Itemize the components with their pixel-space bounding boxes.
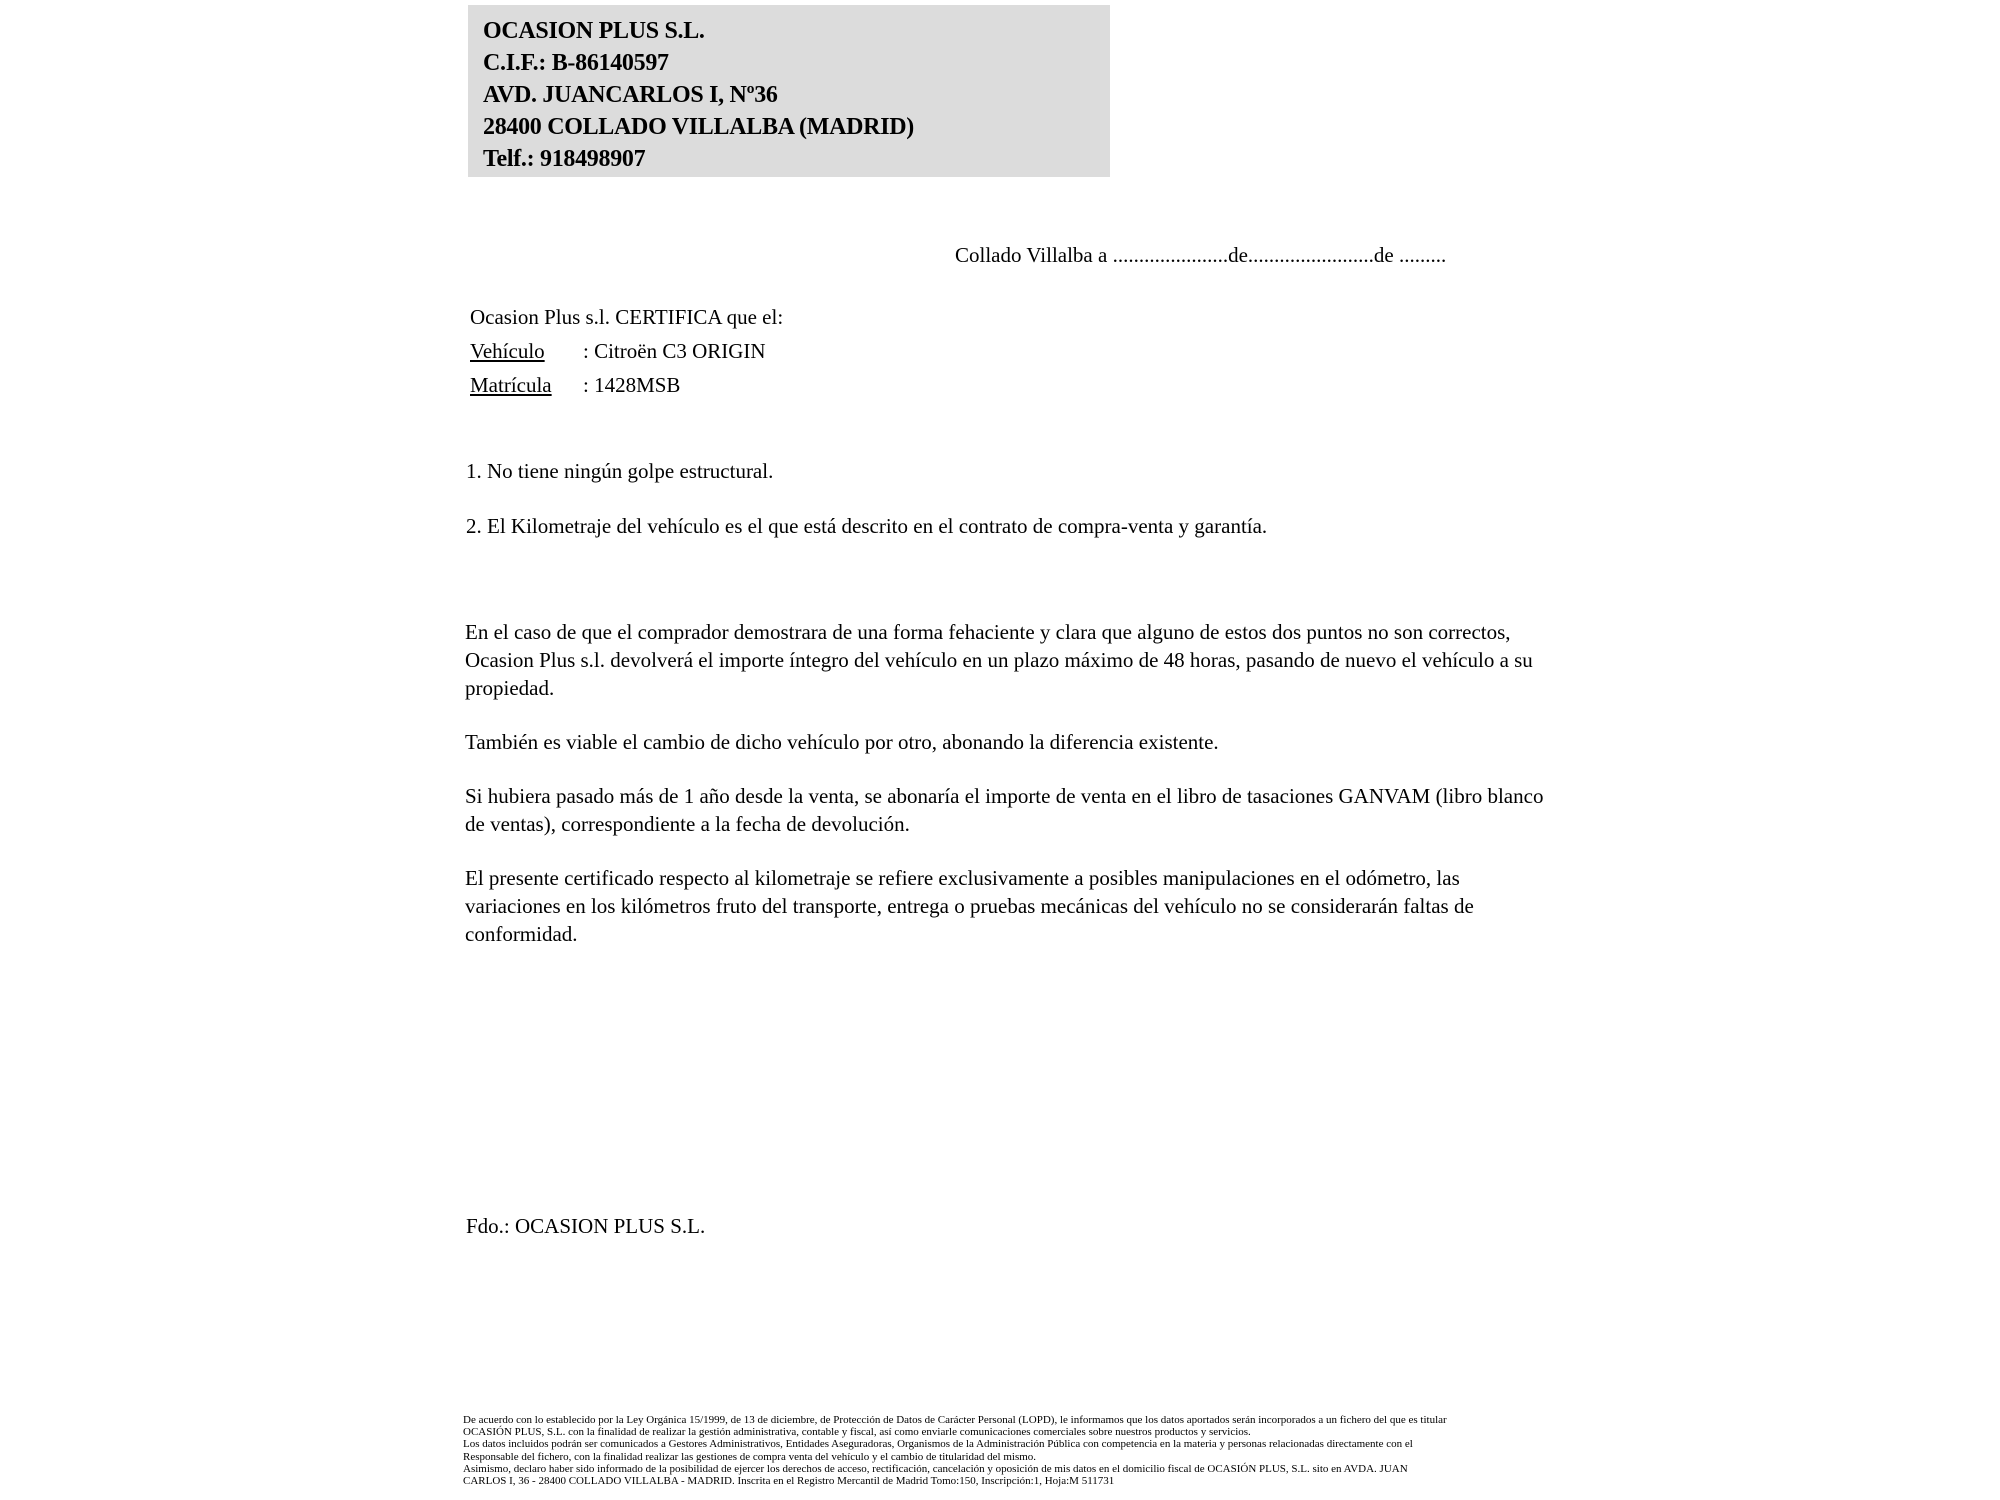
terms-paragraphs [465,618,1545,974]
company-phone: Telf.: 918498907 [483,146,646,172]
vehicle-label: Vehículo [470,339,545,363]
legal-footer-line: Responsable del fichero, con la finalidad realizar las gestiones de compra venta del vehículo y el cambio de titularidad del mismo. [463,1450,1037,1463]
paragraph-exchange: También es viable el cambio de dicho vehículo por otro, abonando la diferencia existente. [465,730,1219,754]
company-name: OCASION PLUS S.L. [483,18,705,44]
certification-block [470,300,783,402]
point-1: 1. No tiene ningún golpe estructural. [466,459,774,483]
signature-line: Fdo.: OCASION PLUS S.L. [466,1214,706,1238]
date-place-line: Collado Villalba a ......................de........................de ......... [955,243,1447,267]
certified-points-list [466,457,1556,567]
legal-footer-line: De acuerdo con lo establecido por la Ley Orgánica 15/1999, de 13 de diciembre, de Protección de Datos de Carácter Personal (LOPD), le informamos que los datos aportados serán incorporados a un fichero del que es titular [463,1414,1447,1426]
plate-label: Matrícula [470,373,552,397]
legal-footer-line: Asimismo, declaro haber sido informado de la posibilidad de ejercer los derechos de acceso, rectificación, cancelación y oposición de mis datos en el domicilio fiscal de OCASIÓN PLUS, S.L. sito en AVDA. JUAN [463,1462,1408,1475]
plate-label-wrap [470,368,583,402]
plate-row [470,368,783,402]
vehicle-value: : Citroën C3 ORIGIN [583,339,766,363]
company-city: 28400 COLLADO VILLALBA (MADRID) [483,114,914,140]
plate-value: : 1428MSB [583,373,681,397]
legal-footer-line: CARLOS I, 36 - 28400 COLLADO VILLALBA - MADRID. Inscrita en el Registro Mercantil de Madrid Tomo:150, Inscripción:1, Hoja:M 511731 [463,1475,1115,1488]
paragraph-odometer: El presente certificado respecto al kilometraje se refiere exclusivamente a posibles manipulaciones en el odómetro, las variaciones en los kilómetros fruto del transporte, entrega o pruebas mecánicas del vehículo no se considerarán faltas de conformidad. [465,866,1474,946]
certifies-intro: Ocasion Plus s.l. CERTIFICA que el: [470,305,784,329]
company-address: AVD. JUANCARLOS I, Nº36 [483,82,778,108]
paragraph-ganvam: Si hubiera pasado más de 1 año desde la venta, se abonaría el importe de venta en el libro de tasaciones GANVAM (libro blanco de ventas), correspondiente a la fecha de devolución. [465,784,1544,836]
company-cif: C.I.F.: B-86140597 [483,50,669,76]
vehicle-row [470,334,783,368]
vehicle-label-wrap [470,334,583,368]
legal-footer [463,1414,1563,1487]
point-2: 2. El Kilometraje del vehículo es el que está descrito en el contrato de compra-venta y garantía. [466,514,1268,538]
legal-footer-line: OCASIÓN PLUS, S.L. con la finalidad de realizar la gestión administrativa, contable y fiscal, así como enviarle comunicaciones comerciales sobre nuestros productos y servicios. [463,1426,1251,1439]
paragraph-refund: En el caso de que el comprador demostrara de una forma fehaciente y clara que alguno de estos dos puntos no son correctos, Ocasion Plus s.l. devolverá el importe íntegro del vehículo en un plazo máximo de 48 horas, pasando de nuevo el vehículo a su propiedad. [465,620,1533,700]
legal-footer-line: Los datos incluidos podrán ser comunicados a Gestores Administrativos, Entidades Aseguradoras, Organismos de la Administración Pública con competencia en la materia y personas relacionadas directamente con el [463,1438,1413,1451]
company-header-box [468,5,1110,177]
